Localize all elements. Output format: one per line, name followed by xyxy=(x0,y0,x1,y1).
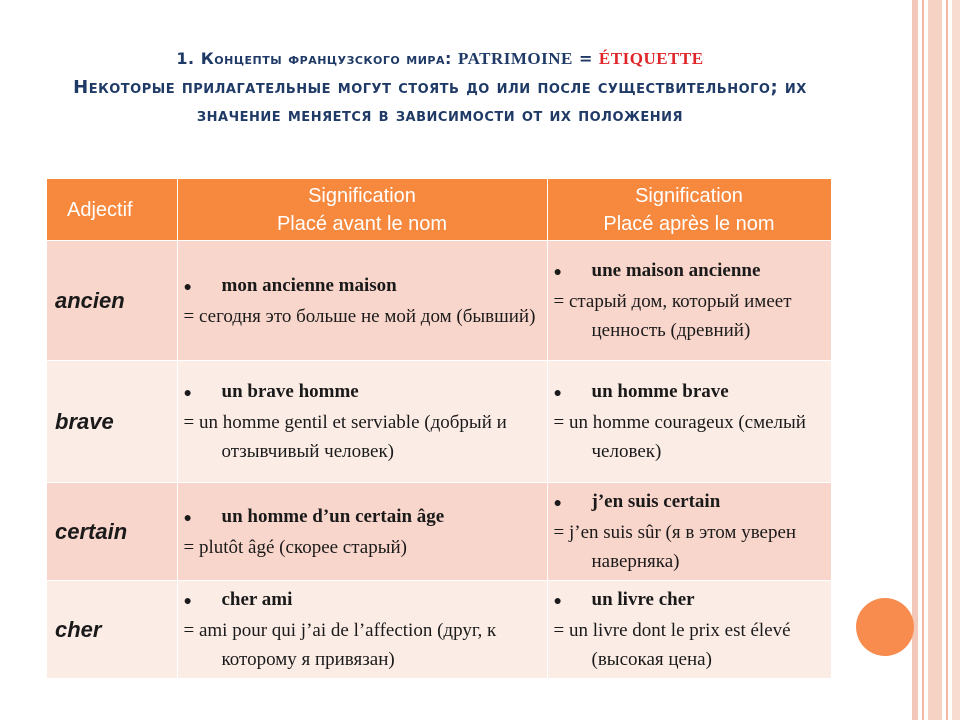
bullet-icon: ● xyxy=(183,279,192,295)
adjectif-cell: certain xyxy=(47,483,177,581)
bullet-icon: ● xyxy=(553,386,562,401)
avant-example: ● cher ami xyxy=(184,585,541,616)
header-avant xyxy=(177,179,547,241)
title-equals: = xyxy=(578,49,593,68)
decorative-circle xyxy=(856,598,914,656)
header-adjectif: Adjectif xyxy=(47,179,177,241)
stripe xyxy=(946,0,948,720)
avant-meaning: = ami pour qui j’ai de l’affection (друг, к которому я привязан) xyxy=(183,620,497,670)
avant-cell xyxy=(177,241,547,361)
avant-example: ● un brave homme xyxy=(184,377,541,408)
avant-cell xyxy=(177,581,547,679)
header-apres-line1: Signification xyxy=(635,184,743,207)
stripe xyxy=(928,0,942,720)
apres-cell xyxy=(547,483,831,581)
apres-example: ● un homme brave xyxy=(554,377,825,408)
bullet-icon: ● xyxy=(553,496,562,511)
avant-meaning: = plutôt âgé (скорее старый) xyxy=(183,536,407,558)
apres-example: ● un livre cher xyxy=(554,585,825,616)
bullet-icon: ● xyxy=(183,594,192,609)
title-subtitle: Некоторые прилагательные могут стоять до или после существительного; их значение меняется в зависимости от их положения xyxy=(73,77,807,126)
apres-example: ● j’en suis certain xyxy=(554,487,825,518)
bullet-icon: ● xyxy=(553,265,562,280)
slide-title xyxy=(40,44,840,130)
apres-cell xyxy=(547,581,831,679)
adjectif-cell: brave xyxy=(47,361,177,483)
table-row xyxy=(47,581,831,679)
bullet-icon: ● xyxy=(553,594,562,609)
header-avant-line1: Signification xyxy=(308,184,416,207)
apres-meaning: = j’en suis sûr (я в этом уверен наверняка) xyxy=(553,522,797,572)
decorative-stripes xyxy=(912,0,960,720)
title-patrimoine: PATRIMOINE xyxy=(457,49,573,68)
title-prefix: 1. Концепты французского мира: xyxy=(176,49,452,68)
avant-cell xyxy=(177,361,547,483)
header-apres xyxy=(547,179,831,241)
table-row xyxy=(47,241,831,361)
table-header-row xyxy=(47,179,831,241)
header-avant-line2: Placé avant le nom xyxy=(276,212,448,235)
avant-meaning: = сегодня это больше не мой дом (бывший) xyxy=(183,305,536,327)
apres-example: ● une maison ancienne xyxy=(554,256,825,287)
table-row xyxy=(47,483,831,581)
avant-cell xyxy=(177,483,547,581)
adjective-table xyxy=(47,179,832,678)
bullet-icon: ● xyxy=(183,510,192,526)
stripe xyxy=(912,0,918,720)
avant-meaning: = un homme gentil et serviable (добрый и отзывчивый человек) xyxy=(183,412,507,462)
header-apres-line2: Placé après le nom xyxy=(603,212,775,235)
stripe xyxy=(952,0,960,720)
title-line-1 xyxy=(40,44,840,74)
avant-example: ● mon ancienne maison xyxy=(184,271,541,302)
apres-meaning: = старый дом, который имеет ценность (древний) xyxy=(553,291,792,341)
table-row xyxy=(47,361,831,483)
apres-cell xyxy=(547,361,831,483)
adjectif-cell: ancien xyxy=(47,241,177,361)
avant-example: ● un homme d’un certain âge xyxy=(184,502,541,533)
title-etiquette: ÉTIQUETTE xyxy=(598,49,704,68)
apres-meaning: = un livre dont le prix est élevé (высокая цена) xyxy=(553,620,791,670)
apres-meaning: = un homme courageux (смелый человек) xyxy=(553,412,806,462)
adjectif-cell: cher xyxy=(47,581,177,679)
apres-cell xyxy=(547,241,831,361)
stripe xyxy=(922,0,924,720)
bullet-icon: ● xyxy=(183,386,192,401)
